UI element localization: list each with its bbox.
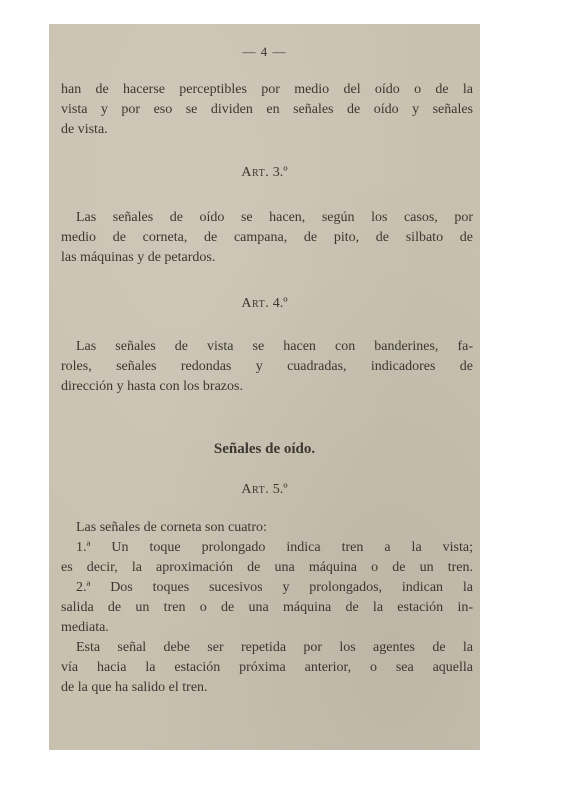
book-page bbox=[49, 24, 480, 750]
text-line: Las señales de corneta son cuatro: bbox=[76, 520, 267, 535]
text-line: Las señales de oído se hacen, según los casos, por bbox=[76, 210, 473, 225]
text-line: salida de un tren o de una máquina de la estación in- bbox=[61, 600, 473, 615]
article-prefix: Art. bbox=[241, 165, 270, 180]
text-line: roles, señales redondas y cuadradas, indicadores de bbox=[61, 359, 473, 374]
text-line: 2.ª Dos toques sucesivos y prolongados, indican la bbox=[76, 580, 473, 595]
article-prefix: Art. bbox=[241, 296, 270, 311]
paragraph-continuation bbox=[61, 80, 473, 140]
text-line: han de hacerse perceptibles por medio del oído o de la bbox=[61, 82, 473, 97]
text-line: de la que ha salido el tren. bbox=[61, 680, 208, 695]
paragraph-article-4 bbox=[61, 337, 473, 397]
article-number: 5.º bbox=[272, 482, 288, 497]
article-number: 4.º bbox=[272, 296, 288, 311]
text-line: 1.ª Un toque prolongado indica tren a la vista; bbox=[76, 540, 473, 555]
article-heading-4 bbox=[49, 296, 480, 312]
text-line: Esta señal debe ser repetida por los agentes de la bbox=[76, 640, 473, 655]
text-line: Las señales de vista se hacen con banderines, fa- bbox=[76, 339, 473, 354]
text-line: de vista. bbox=[61, 122, 108, 137]
text-line: las máquinas y de petardos. bbox=[61, 250, 216, 265]
text-line: medio de corneta, de campana, de pito, de silbato de bbox=[61, 230, 473, 245]
article-heading-5 bbox=[49, 482, 480, 498]
text-line: es decir, la aproximación de una máquina o de un tren. bbox=[61, 560, 473, 575]
text-line: vista y por eso se dividen en señales de oído y señales bbox=[61, 102, 473, 117]
page-number: — 4 — bbox=[242, 44, 287, 59]
paragraph-article-5 bbox=[61, 518, 473, 698]
text-line: mediata. bbox=[61, 620, 109, 635]
section-heading: Señales de oído. bbox=[213, 441, 316, 457]
article-prefix: Art. bbox=[241, 482, 270, 497]
paragraph-article-3 bbox=[61, 208, 473, 268]
article-heading-3 bbox=[49, 165, 480, 181]
article-number: 3.º bbox=[272, 165, 288, 180]
text-line: dirección y hasta con los brazos. bbox=[61, 379, 243, 394]
text-line: vía hacia la estación próxima anterior, o sea aquella bbox=[61, 660, 473, 675]
